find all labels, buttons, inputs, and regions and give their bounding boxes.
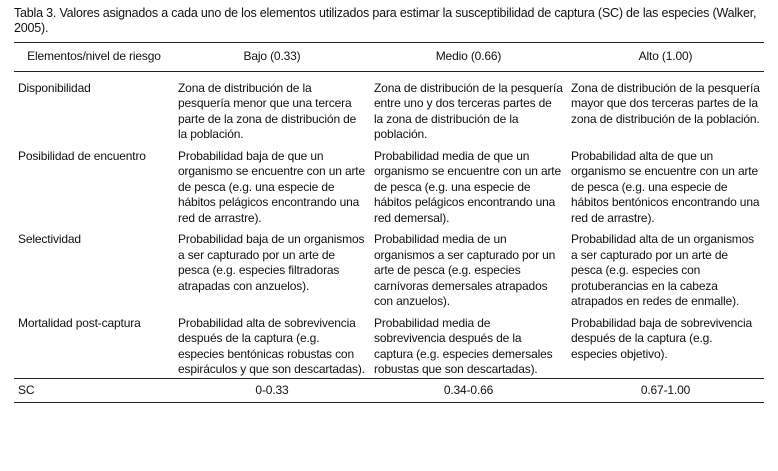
sc-medio: 0.34-0.66 — [370, 378, 567, 403]
table-caption: Tabla 3. Valores asignados a cada uno de los elementos utilizados para estimar la susceptibilidad de captura (SC) de las especies (Walker, 2005). — [14, 6, 757, 35]
header-medio: Medio (0.66) — [370, 43, 567, 72]
row-label-disponibilidad: Disponibilidad — [18, 80, 91, 95]
table-row — [14, 71, 764, 143]
cell-medio: Probabilidad media de un organismos a ser capturado por un arte de pesca (e.g. especies carnívoras demersales atrapados con anzuelos). — [374, 232, 556, 308]
cell-bajo: Zona de distribución de la pesquería menor que una tercera parte de la zona de distribución de la población. — [178, 80, 357, 141]
sc-bajo: 0-0.33 — [174, 378, 370, 403]
table-row — [14, 226, 764, 310]
susceptibility-table — [14, 42, 764, 403]
cell-alto: Probabilidad alta de que un organismo se encuentre con un arte de pesca (e.g. una especie de hábitos bentónicos encontrando una red de arrastre). — [571, 148, 760, 225]
cell-medio: Zona de distribución de la pesquería entre uno y dos terceras partes de la zona de distribución de la población. — [374, 80, 563, 141]
cell-alto: Zona de distribución de la pesquería mayor que dos terceras partes de la zona de distribución de la población. — [571, 80, 760, 126]
table-row — [14, 310, 764, 379]
sc-label: SC — [14, 378, 174, 403]
cell-medio: Probabilidad media de que un organismo se encuentre con un arte de pesca (e.g. una especie de hábitos pelágicos encontrando una red demersal). — [374, 148, 562, 225]
sc-alto: 0.67-1.00 — [567, 378, 764, 403]
cell-medio: Probabilidad media de sobrevivencia después de la captura (e.g. especies demersales robustas que son descartadas). — [374, 315, 553, 376]
header-elementos: Elementos/nivel de riesgo — [14, 43, 174, 72]
header-bajo: Bajo (0.33) — [174, 43, 370, 72]
header-alto: Alto (1.00) — [567, 43, 764, 72]
cell-bajo: Probabilidad baja de que un organismo se encuentre con un arte de pesca (e.g. una especie de hábitos pelágicos encontrando una red de arrastre). — [178, 148, 366, 225]
row-label-selectividad: Selectividad — [18, 232, 81, 246]
row-label-posibilidad: Posibilidad de encuentro — [18, 148, 146, 163]
cell-bajo: Probabilidad baja de un organismos a ser capturado por un arte de pesca (e.g. especies filtradoras atrapadas con anzuelos). — [178, 232, 365, 293]
sc-row — [14, 378, 764, 403]
cell-alto: Probabilidad alta de un organismos a ser capturado por un arte de pesca (e.g. especies con protuberancias en la cabeza atrapados en redes de enmalle). — [571, 232, 755, 308]
header-row — [14, 43, 764, 72]
cell-bajo: Probabilidad alta de sobrevivencia después de la captura (e.g. especies bentónicas robustas con espiráculos y que son descartadas). — [178, 315, 365, 376]
row-label-mortalidad: Mortalidad post-captura — [18, 315, 141, 330]
table-row — [14, 143, 764, 227]
cell-alto: Probabilidad baja de sobrevivencia después de la captura (e.g. especies objetivo). — [571, 315, 753, 361]
